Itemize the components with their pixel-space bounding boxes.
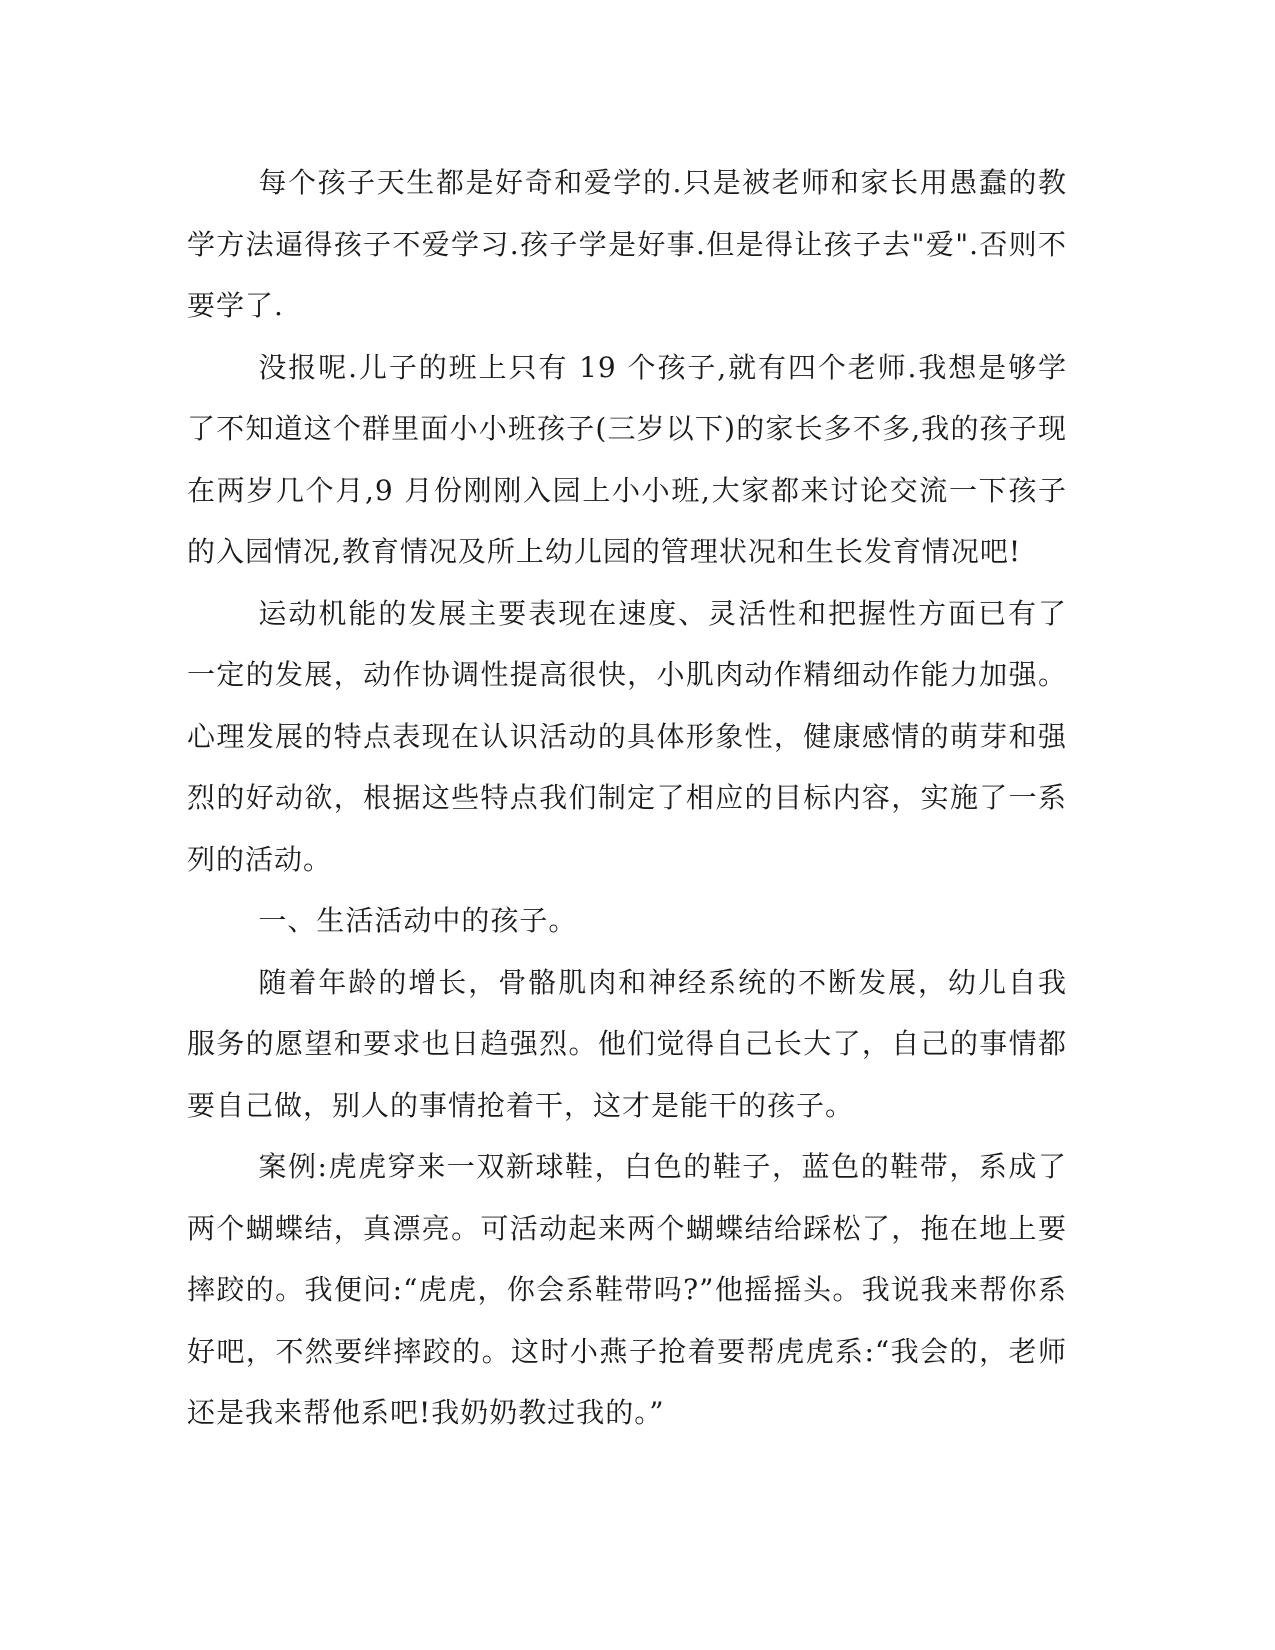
section-heading-daily-life: 一、生活活动中的孩子。 <box>258 904 578 937</box>
paragraph-self-service: 随着年龄的增长，骨骼肌肉和神经系统的不断发展，幼儿自我服务的愿望和要求也日趋强烈。他们觉得自己长大了，自己的事情都要自己做，别人的事情抢着干，这才是能干的孩子。 <box>187 965 1067 1122</box>
paragraph-curiosity: 每个孩子天生都是好奇和爱学的.只是被老师和家长用愚蠢的教学方法逼得孩子不爱学习.孩子学是好事.但是得让孩子去"爱".否则不要学了. <box>187 166 1067 322</box>
paragraph-motor-development: 运动机能的发展主要表现在速度、灵活性和把握性方面已有了一定的发展，动作协调性提高很快，小肌肉动作精细动作能力加强。心理发展的特点表现在认识活动的具体形象性，健康感情的萌芽和强烈的好动欲，根据这些特点我们制定了相应的目标内容，实施了一系列的活动。 <box>187 596 1067 876</box>
document-body <box>187 152 1067 1444</box>
paragraph-class-enrollment: 没报呢.儿子的班上只有 19 个孩子,就有四个老师.我想是够学了不知道这个群里面小小班孩子(三岁以下)的家长多不多,我的孩子现在两岁几个月,9 月份刚刚入园上小小班,大家都来讨论交流一下孩子的入园情况,教育情况及所上幼儿园的管理状况和生长发育情况吧! <box>187 350 1067 568</box>
paragraph-case-shoelaces: 案例:虎虎穿来一双新球鞋，白色的鞋子，蓝色的鞋带，系成了两个蝴蝶结，真漂亮。可活动起来两个蝴蝶结给踩松了，拖在地上要摔跤的。我便问:“虎虎，你会系鞋带吗?”他摇摇头。我说我来帮你系好吧，不然要绊摔跤的。这时小燕子抢着要帮虎虎系:“我会的，老师还是我来帮他系吧!我奶奶教过我的。” <box>187 1150 1067 1429</box>
